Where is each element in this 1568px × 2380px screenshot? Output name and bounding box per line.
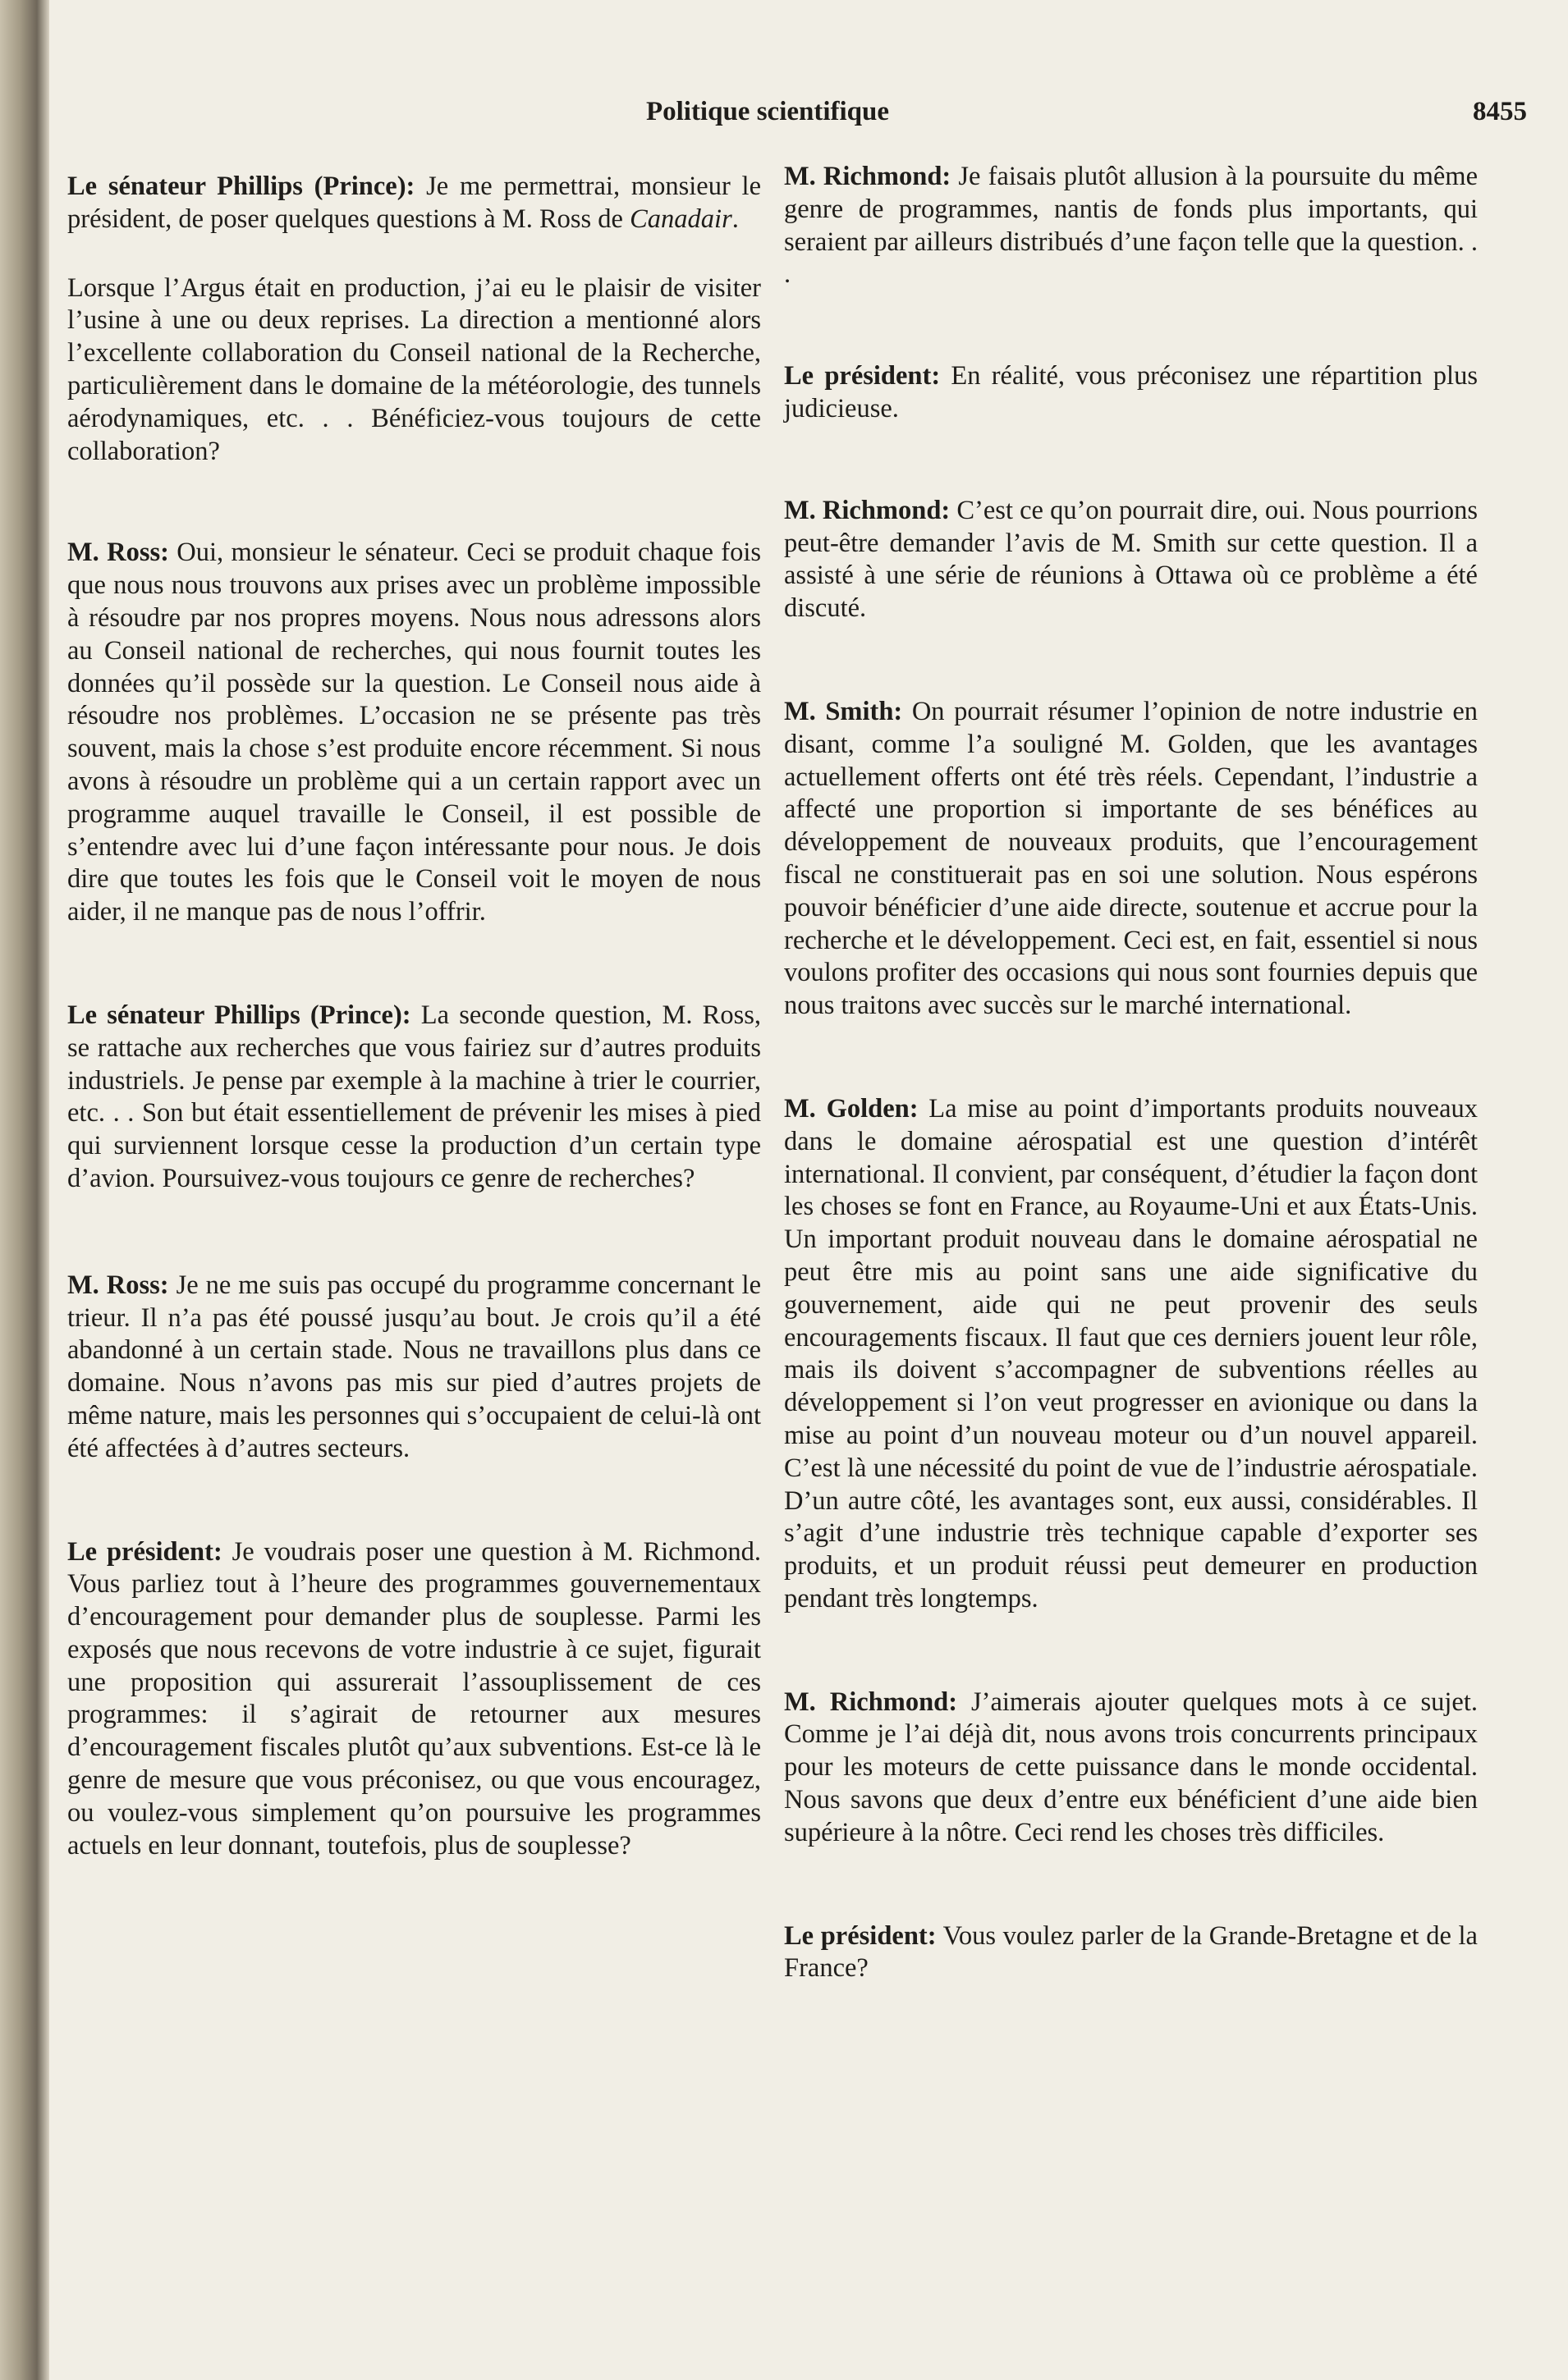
paragraph bbox=[67, 1000, 761, 1196]
page-number: 8455 bbox=[1473, 97, 1527, 126]
running-header bbox=[49, 97, 1568, 138]
paragraph-text: J’aimerais ajouter quelques mots à ce sujet. Comme je l’ai déjà dit, nous avons trois concurrents principaux pour les moteurs de cette puissance dans le monde occidental. Nous savons que deux d’entre eux bénéficient d’une aide bien supérieure à la nôtre. Ceci rend les choses très difficiles. bbox=[784, 1687, 1478, 1847]
paragraph-text: Oui, monsieur le sénateur. Ceci se produit chaque fois que nous nous trouvons aux prises avec un problème impossible à résoudre par nos propres moyens. Nous nous adressons alors au Conseil national de recherches, qui nous fournit toutes les données qu’il possède sur la question. Le Conseil nous aide à résoudre nos problèmes. L’occasion ne se présente pas très souvent, mais la chose s’est produite encore récemment. Si nous avons à résoudre un problème qui a un certain rapport avec un programme auquel travaille le Conseil, il est possible de s’entendre avec lui d’une façon intéressante pour nous. Je dois dire que toutes les fois que le Conseil voit le moyen de nous aider, il ne manque pas de nous l’offrir. bbox=[67, 538, 762, 927]
paragraph-text: Je ne me suis pas occupé du programme concernant le trieur. Il n’a pas été poussé jusqu’au bout. Je crois qu’il a été abandonné à un certain stade. Nous ne travaillons plus dans ce domaine. Nous n’avons pas mis sur pied d’autres projets de même nature, mais les personnes qui s’occupaient de celui-là ont été affectées à d’autres secteurs. bbox=[67, 1270, 762, 1463]
book-binding-shadow bbox=[0, 0, 49, 2380]
speaker-name: M. Richmond: bbox=[784, 162, 951, 191]
paragraph-text: Je me permettrai, monsieur le président, de poser quelques questions à M. Ross de bbox=[67, 172, 761, 234]
paragraph-text: Vous voulez parler de la Grande-Bretagne et de la France? bbox=[784, 1920, 1478, 1984]
company-name: Canadair bbox=[630, 204, 732, 234]
running-title: Politique scientifique bbox=[645, 97, 890, 126]
paragraph bbox=[67, 272, 761, 469]
paragraph-text: C’est ce qu’on pourrait dire, oui. Nous pourrions peut-être demander l’avis de M. Smith sur cette question. Il a assisté à une série de réunions à Ottawa où ce problème a été discuté. bbox=[784, 495, 1478, 624]
paragraph bbox=[67, 1270, 761, 1466]
paragraph bbox=[784, 360, 1478, 426]
paragraph bbox=[784, 495, 1478, 625]
speaker-name: M. Golden: bbox=[784, 1093, 919, 1124]
speaker-name: Le président: bbox=[67, 1536, 222, 1567]
paragraph-end: . bbox=[731, 204, 739, 234]
paragraph bbox=[784, 1093, 1478, 1616]
speaker-name: Le sénateur Phillips (Prince): bbox=[67, 1000, 411, 1030]
paragraph bbox=[784, 696, 1478, 1023]
paragraph-text: Lorsque l’Argus était en production, j’ai eu le plaisir de visiter l’usine à une ou deux reprises. La direction a mentionné alors l’excellente collaboration du Conseil national de la Recherche, particulièrement dans le domaine de la météorologie, des tunnels aérodynamiques, etc. . . Bénéficiez-vous toujours de cette collaboration? bbox=[67, 272, 761, 466]
speaker-name: M. Richmond: bbox=[784, 495, 951, 525]
paragraph bbox=[67, 171, 761, 236]
speaker-name: M. Ross: bbox=[67, 538, 169, 568]
right-column bbox=[784, 161, 1478, 1985]
paragraph-text: La mise au point d’importants produits nouveaux dans le domaine aérospatial est une question d’intérêt international. Il convient, par conséquent, d’étudier la façon dont les choses se font en France, au Royaume-Uni et aux États-Unis. Un important produit nouveau dans le domaine aérospatial ne peut être mis au point sans une aide significative du gouvernement, aide qui ne peut provenir des seuls encouragements fiscaux. Il faut que ces derniers jouent leur rôle, mais ils doivent s’accompagner de subventions réelles au développement si l’on veut progresser en avionique ou dans la mise au point d’un nouveau moteur ou d’un nouvel appareil. C’est là une nécessité du point de vue de l’industrie aérospatiale. D’un autre côté, les avantages sont, eux aussi, considérables. Il s’agit d’une industrie très technique capable d’exporter ses produits, et un produit réussi peut demeurer en production pendant très longtemps. bbox=[784, 1093, 1478, 1613]
paragraph bbox=[784, 1687, 1478, 1850]
speaker-name: M. Ross: bbox=[67, 1270, 169, 1300]
paragraph bbox=[67, 1536, 761, 1863]
document-page bbox=[49, 0, 1568, 2380]
speaker-name: M. Smith: bbox=[784, 696, 903, 726]
speaker-name: Le président: bbox=[784, 1920, 937, 1951]
left-column bbox=[67, 161, 761, 1862]
paragraph-text: On pourrait résumer l’opinion de notre industrie en disant, comme l’a souligné M. Golden, que les avantages actuellement offerts ont été très réels. Cependant, l’industrie a affecté une proportion si importante de ses bénéfices au développement de nouveaux produits, que l’encouragement fiscal ne constituerait pas en soi une solution. Nous espérons pouvoir bénéficier d’une aide directe, soutenue et accrue pour la recherche et le développement. Ceci est, en fait, essentiel si nous voulons profiter des occasions qui nous sont fournies depuis que nous traitons avec succès sur le marché international. bbox=[784, 696, 1479, 1021]
paragraph bbox=[784, 1920, 1478, 1986]
speaker-name: M. Richmond: bbox=[784, 1687, 958, 1717]
paragraph-text: En réalité, vous préconisez une répartition plus judicieuse. bbox=[784, 361, 1478, 423]
paragraph-text: Je faisais plutôt allusion à la poursuite du même genre de programmes, nantis de fonds plus importants, qui seraient par ailleurs distribués d’une façon telle que la question. . . bbox=[784, 162, 1479, 290]
paragraph bbox=[784, 161, 1478, 291]
speaker-name: Le président: bbox=[784, 361, 941, 391]
speaker-name: Le sénateur Phillips (Prince): bbox=[67, 172, 415, 201]
paragraph bbox=[67, 537, 761, 929]
paragraph-text: Je voudrais poser une question à M. Richmond. Vous parliez tout à l’heure des programmes gouvernementaux d’encouragement pour demander plus de souplesse. Parmi les exposés que nous recevons de votre industrie à ce sujet, figurait une proposition qui assurerait l’assouplissement de ces programmes: il s’agirait de retourner aux mesures d’encouragement fiscales plutôt qu’aux subventions. Est-ce là le genre de mesure que vous préconisez, ou que vous encouragez, ou voulez-vous simplement qu’on poursuive les programmes actuels en leur donnant, toutefois, plus de souplesse? bbox=[67, 1536, 762, 1861]
paragraph-text: La seconde question, M. Ross, se rattache aux recherches que vous fairiez sur d’autres produits industriels. Je pense par exemple à la machine à trier le courrier, etc. . . Son but était essentiellement de prévenir les mises à pied qui surviennent lorsque cesse la production d’un certain type d’avion. Poursuivez-vous toujours ce genre de recherches? bbox=[67, 1000, 761, 1193]
